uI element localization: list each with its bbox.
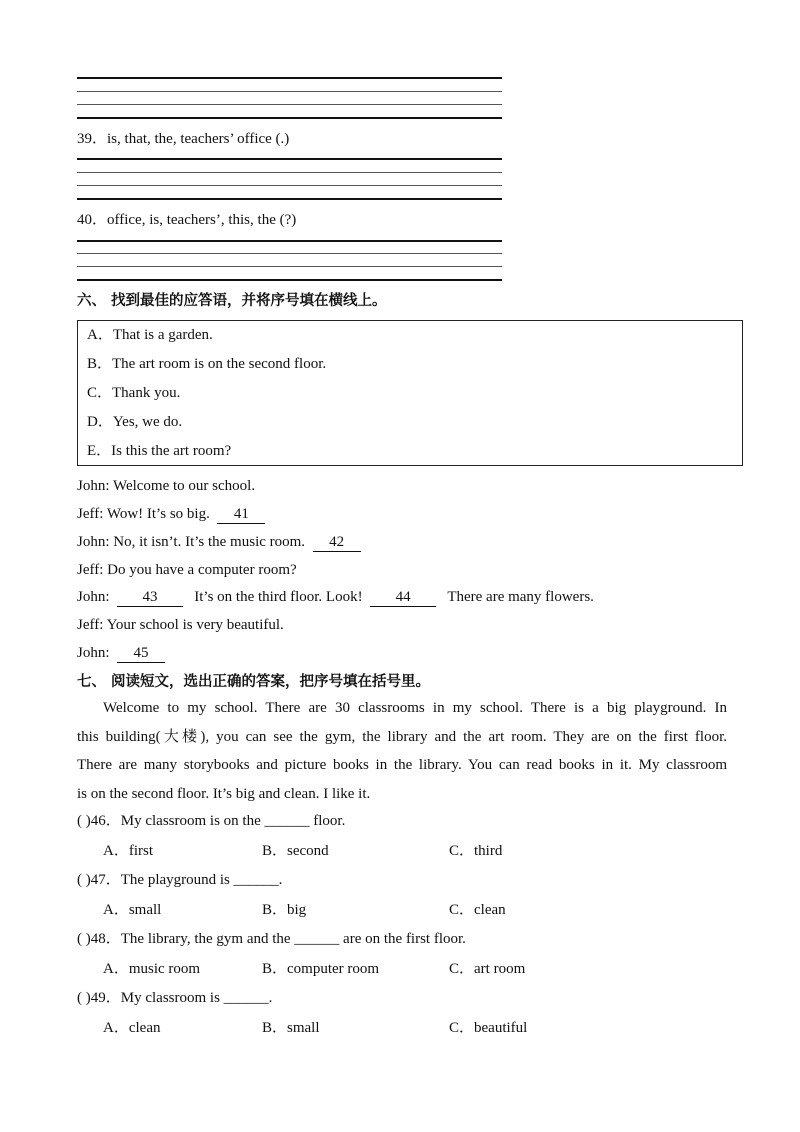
answer-line [77, 266, 502, 267]
question-46 [77, 811, 345, 831]
answer-line [77, 172, 502, 173]
answer-blank-41[interactable]: 41 [217, 506, 265, 524]
question-40 [77, 210, 296, 230]
dialogue-line-5: John: 43 It’s on the third floor. Look! 44 There are many flowers. [77, 589, 594, 605]
choice-46-c: C．third [449, 843, 503, 859]
question-number: 40． [77, 212, 108, 228]
choice-46-b: B．second [262, 843, 329, 859]
section-6-heading: 六、 找到最佳的应答语，并将序号填在横线上。 [77, 293, 387, 309]
passage-line: is on the second floor. It’s big and clean. I like it. [77, 785, 371, 802]
answer-paren[interactable]: ( ) [77, 990, 91, 1006]
answer-line [77, 77, 502, 79]
options-box [77, 320, 743, 466]
option-c: C．Thank you. [87, 385, 181, 401]
option-b: B．The art room is on the second floor. [87, 356, 327, 372]
question-number: 39． [77, 131, 108, 147]
dialogue-line-6: Jeff: Your school is very beautiful. [77, 617, 284, 633]
choice-47-c: C．clean [449, 902, 506, 918]
choice-46-a: A．first [103, 843, 153, 859]
answer-line [77, 240, 502, 242]
dialogue-line-2: Jeff: Wow! It’s so big. 41 [77, 504, 265, 524]
passage-line: There are many storybooks and picture books in the library. You can read books in it. My classroom [77, 757, 727, 773]
dialogue-line-1: John: Welcome to our school. [77, 478, 256, 494]
question-48 [77, 929, 466, 949]
option-e: E．Is this the art room? [87, 443, 232, 459]
dialogue-line-3: John: No, it isn’t. It’s the music room. 42 [77, 532, 361, 552]
answer-blank-45[interactable]: 45 [117, 645, 165, 663]
question-stem: 49．My classroom is ______. [90, 990, 273, 1006]
question-39 [77, 129, 289, 149]
answer-blank-42[interactable]: 42 [313, 534, 361, 552]
passage-line: Welcome to my school. There are 30 classrooms in my school. There is a big playground. In [103, 700, 727, 716]
choice-48-c: C．art room [449, 961, 526, 977]
answer-line [77, 185, 502, 186]
question-stem: 47．The playground is ______. [90, 872, 283, 888]
answer-line [77, 253, 502, 254]
passage-line: this building(大楼), you can see the gym, the library and the art room. They are on the first floor. [77, 728, 727, 745]
answer-blank-43[interactable]: 43 [117, 589, 183, 607]
choice-49-b: B．small [262, 1020, 320, 1036]
answer-line [77, 91, 502, 92]
answer-paren[interactable]: ( ) [77, 931, 91, 947]
dialogue-line-7: John: 45 [77, 643, 165, 663]
question-text: is, that, the, teachers’ office (.) [107, 131, 290, 147]
option-d: D．Yes, we do. [87, 414, 183, 430]
answer-line [77, 279, 502, 281]
choice-48-a: A．music room [103, 961, 201, 977]
choice-47-b: B．big [262, 902, 307, 918]
dialogue-line-4: Jeff: Do you have a computer room? [77, 562, 297, 578]
question-stem: 46．My classroom is on the ______ floor. [90, 813, 346, 829]
answer-line [77, 158, 502, 160]
choice-49-c: C．beautiful [449, 1020, 528, 1036]
choice-49-a: A．clean [103, 1020, 161, 1036]
option-a: A．That is a garden. [87, 327, 213, 343]
question-text: office, is, teachers’, this, the (?) [107, 212, 297, 228]
question-stem: 48．The library, the gym and the ______ are on the first floor. [90, 931, 466, 947]
question-47 [77, 870, 282, 890]
choice-48-b: B．computer room [262, 961, 380, 977]
answer-paren[interactable]: ( ) [77, 813, 91, 829]
answer-blank-44[interactable]: 44 [370, 589, 436, 607]
choice-47-a: A．small [103, 902, 162, 918]
answer-line [77, 117, 502, 119]
reading-passage [77, 694, 727, 808]
question-49 [77, 988, 272, 1008]
answer-line [77, 198, 502, 200]
answer-line [77, 104, 502, 105]
section-7-heading: 七、 阅读短文，选出正确的答案，把序号填在括号里。 [77, 674, 431, 690]
answer-paren[interactable]: ( ) [77, 872, 91, 888]
